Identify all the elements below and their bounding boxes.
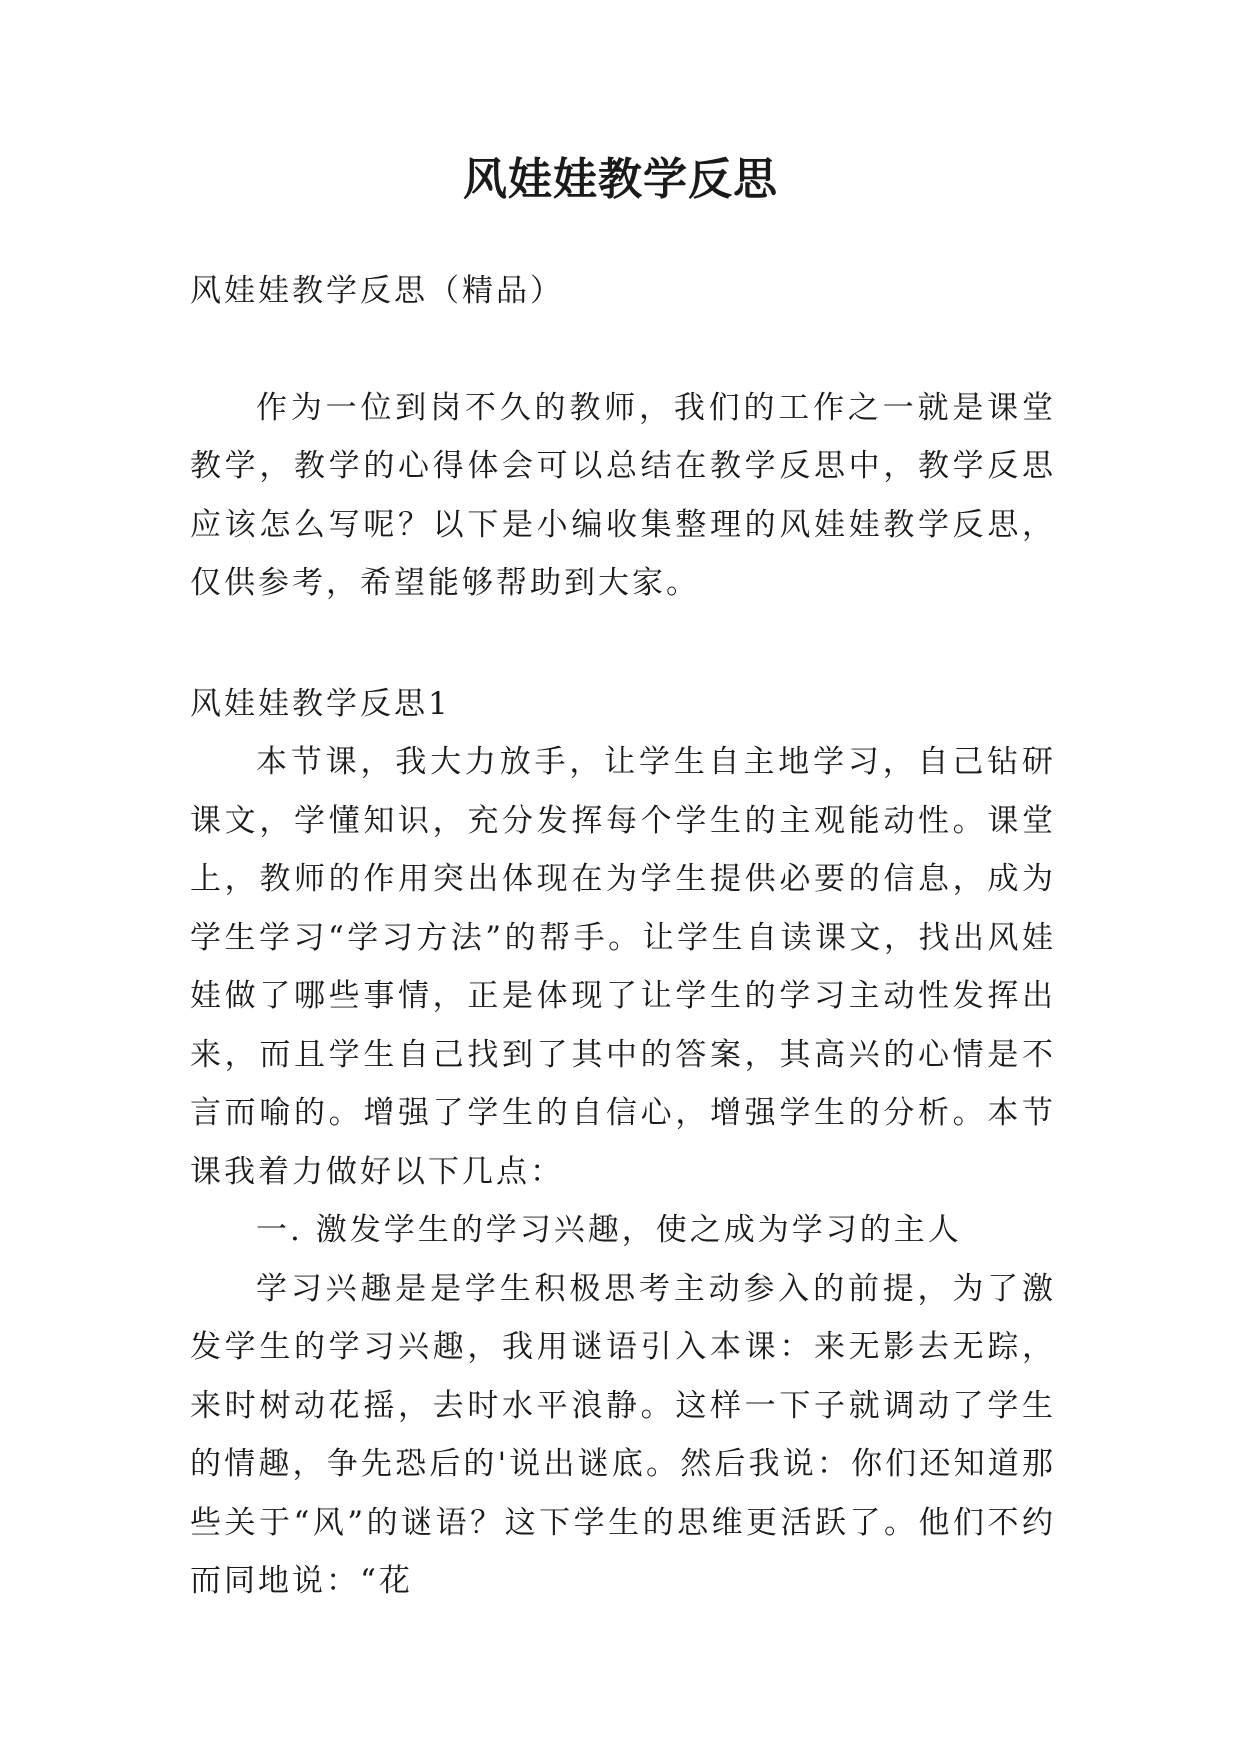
body-paragraph: 学习兴趣是是学生积极思考主动参入的前提，为了激发学生的学习兴趣，我用谜语引入本课：来无影去无踪，来时树动花摇，去时水平浪静。这样一下子就调动了学生的情趣，争先恐后的'说出谜底。然后我说：你们还知道那些关于“风”的谜语？这下学生的思维更活跃了。他们不约而同地说：“花 [190, 1270, 1056, 1599]
document-body [190, 262, 1056, 1611]
body-paragraph: 本节课，我大力放手，让学生自主地学习，自己钻研课文，学懂知识，充分发挥每个学生的主观能动性。课堂上，教师的作用突出体现在为学生提供必要的信息，成为学生学习“学习方法”的帮手。让学生自读课文，找出风娃娃做了哪些事情，正是体现了让学生的学习主动性发挥出来，而且学生自己找到了其中的答案，其高兴的心情是不言而喻的。增强了学生的自信心，增强学生的分析。本节课我着力做好以下几点： [190, 744, 1056, 1190]
section-heading: 风娃娃教学反思1 [190, 685, 451, 722]
document-subtitle: 风娃娃教学反思（精品） [190, 273, 564, 309]
document-title: 风娃娃教学反思 [463, 154, 778, 205]
point-heading: 一. 激发学生的学习兴趣，使之成为学习的主人 [256, 1212, 962, 1248]
intro-paragraph: 作为一位到岗不久的教师，我们的工作之一就是课堂教学，教学的心得体会可以总结在教学反思中，教学反思应该怎么写呢？以下是小编收集整理的风娃娃教学反思，仅供参考，希望能够帮助到大家。 [190, 389, 1056, 601]
